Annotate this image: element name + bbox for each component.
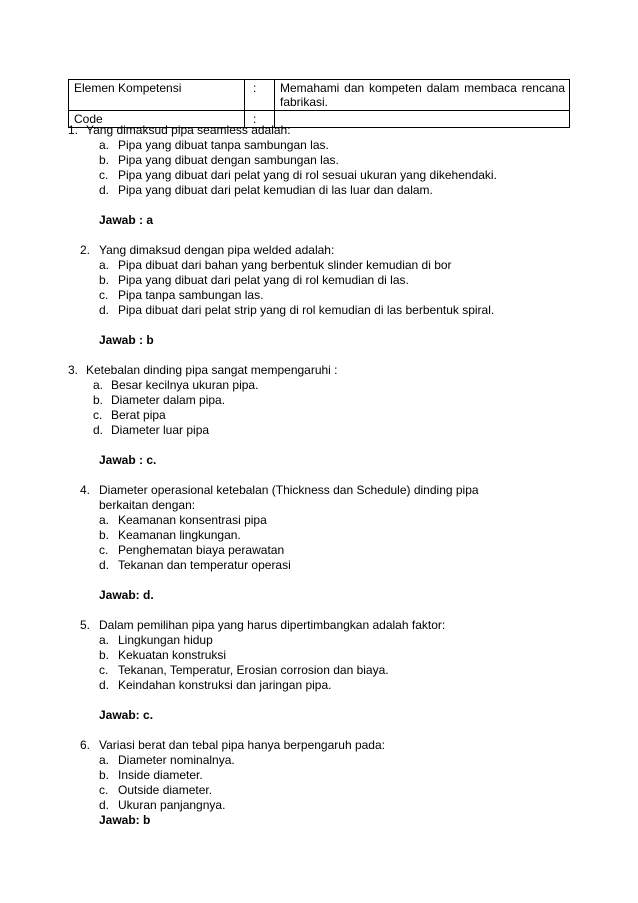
answer-label: Jawab: b <box>99 813 151 827</box>
option-letter: b. <box>93 393 104 407</box>
option-item <box>0 288 638 303</box>
option-item <box>0 528 638 543</box>
option-item <box>0 678 638 693</box>
option-item <box>0 138 638 153</box>
option-text: Berat pipa <box>111 408 166 422</box>
question-text: Diameter operasional ketebalan (Thickness dan Schedule) dinding pipa berkaitan dengan: <box>99 483 479 512</box>
question-item <box>0 363 638 468</box>
option-text: Besar kecilnya ukuran pipa. <box>111 378 259 392</box>
option-item <box>0 543 638 558</box>
option-letter: a. <box>93 378 104 392</box>
question-item <box>0 243 638 348</box>
option-text: Pipa dibuat dari bahan yang berbentuk slinder kemudian di bor <box>118 258 452 272</box>
option-letter: a. <box>99 138 110 152</box>
option-item <box>0 408 638 423</box>
question-stem <box>0 738 551 753</box>
answer-label: Jawab: c. <box>99 708 154 722</box>
option-text: Diameter nominalnya. <box>118 753 235 767</box>
option-item <box>0 648 638 663</box>
option-item <box>0 378 638 393</box>
option-letter: b. <box>99 768 110 782</box>
question-number: 1. <box>68 123 79 137</box>
question-text: Yang dimaksud pipa seamless adalah: <box>86 123 291 137</box>
question-text: Dalam pemilihan pipa yang harus dipertimbangkan adalah faktor: <box>99 618 446 632</box>
question-number: 3. <box>68 363 79 377</box>
option-letter: a. <box>99 633 110 647</box>
question-stem <box>0 618 551 633</box>
option-text: Keamanan lingkungan. <box>118 528 241 542</box>
option-text: Tekanan, Temperatur, Erosian corrosion dan biaya. <box>118 663 389 677</box>
option-letter: c. <box>99 543 109 557</box>
question-item <box>0 123 638 228</box>
option-item <box>0 663 638 678</box>
option-text: Keindahan konstruksi dan jaringan pipa. <box>118 678 332 692</box>
header-colon: : <box>245 80 275 111</box>
option-text: Pipa yang dibuat dari pelat yang di rol kemudian di las. <box>118 273 409 287</box>
question-item <box>0 483 638 603</box>
option-item <box>0 753 638 768</box>
question-number: 2. <box>80 243 91 257</box>
option-letter: b. <box>99 153 110 167</box>
option-letter: a. <box>99 753 110 767</box>
option-letter: c. <box>99 663 109 677</box>
question-text: Variasi berat dan tebal pipa hanya berpengaruh pada: <box>99 738 385 752</box>
option-text: Diameter dalam pipa. <box>111 393 226 407</box>
option-text: Outside diameter. <box>118 783 213 797</box>
option-letter: d. <box>99 678 110 692</box>
question-stem <box>0 363 538 378</box>
question-item <box>0 618 638 723</box>
option-item <box>0 183 638 198</box>
option-item <box>0 258 638 273</box>
option-item <box>0 423 638 438</box>
question-number: 4. <box>80 483 91 497</box>
option-item <box>0 783 638 798</box>
option-text: Diameter luar pipa <box>111 423 210 437</box>
option-text: Keamanan konsentrasi pipa <box>118 513 267 527</box>
question-number: 5. <box>80 618 91 632</box>
option-item <box>0 798 638 813</box>
option-text: Pipa yang dibuat dari pelat kemudian di las luar dan dalam. <box>118 183 433 197</box>
header-label: Elemen Kompetensi <box>69 80 245 111</box>
option-text: Pipa yang dibuat dengan sambungan las. <box>118 153 339 167</box>
question-stem <box>0 243 551 258</box>
option-letter: a. <box>99 258 110 272</box>
option-text: Pipa yang dibuat tanpa sambungan las. <box>118 138 329 152</box>
question-stem <box>0 483 519 513</box>
option-text: Kekuatan konstruksi <box>118 648 227 662</box>
question-list <box>0 123 638 828</box>
question-text: Yang dimaksud dengan pipa welded adalah: <box>99 243 335 257</box>
header-row-competency <box>69 80 570 111</box>
option-letter: d. <box>99 183 110 197</box>
option-item <box>0 768 638 783</box>
header-value: Memahami dan kompeten dalam membaca rencana fabrikasi. <box>275 80 570 111</box>
option-item <box>0 273 638 288</box>
answer-label: Jawab : b <box>99 333 154 347</box>
option-text: Penghematan biaya perawatan <box>118 543 285 557</box>
option-text: Ukuran panjangnya. <box>118 798 226 812</box>
header-colon: : <box>245 111 275 128</box>
option-letter: d. <box>93 423 104 437</box>
option-text: Lingkungan hidup <box>118 633 213 647</box>
question-text: Ketebalan dinding pipa sangat mempengaruhi : <box>86 363 338 377</box>
answer-label: Jawab: d. <box>99 588 154 602</box>
option-item <box>0 513 638 528</box>
option-text: Tekanan dan temperatur operasi <box>118 558 291 572</box>
option-letter: c. <box>99 168 109 182</box>
option-item <box>0 168 638 183</box>
option-item <box>0 393 638 408</box>
option-letter: c. <box>99 288 109 302</box>
option-text: Pipa tanpa sambungan las. <box>118 288 264 302</box>
option-item <box>0 303 638 318</box>
option-letter: b. <box>99 648 110 662</box>
option-letter: d. <box>99 558 110 572</box>
header-label: Code <box>69 111 245 128</box>
answer-label: Jawab : a <box>99 213 154 227</box>
option-letter: a. <box>99 513 110 527</box>
option-letter: b. <box>99 273 110 287</box>
option-item <box>0 558 638 573</box>
option-item <box>0 153 638 168</box>
question-number: 6. <box>80 738 91 752</box>
option-letter: d. <box>99 303 110 317</box>
option-letter: c. <box>93 408 103 422</box>
answer-label: Jawab : c. <box>99 453 157 467</box>
option-text: Pipa yang dibuat dari pelat yang di rol sesuai ukuran yang dikehendaki. <box>118 168 497 182</box>
competency-header-table <box>68 79 570 128</box>
question-stem <box>0 123 538 138</box>
option-text: Pipa dibuat dari pelat strip yang di rol kemudian di las berbentuk spiral. <box>118 303 495 317</box>
option-text: Inside diameter. <box>118 768 203 782</box>
option-item <box>0 633 638 648</box>
option-letter: b. <box>99 528 110 542</box>
question-item <box>0 738 638 828</box>
option-letter: d. <box>99 798 110 812</box>
option-letter: c. <box>99 783 109 797</box>
